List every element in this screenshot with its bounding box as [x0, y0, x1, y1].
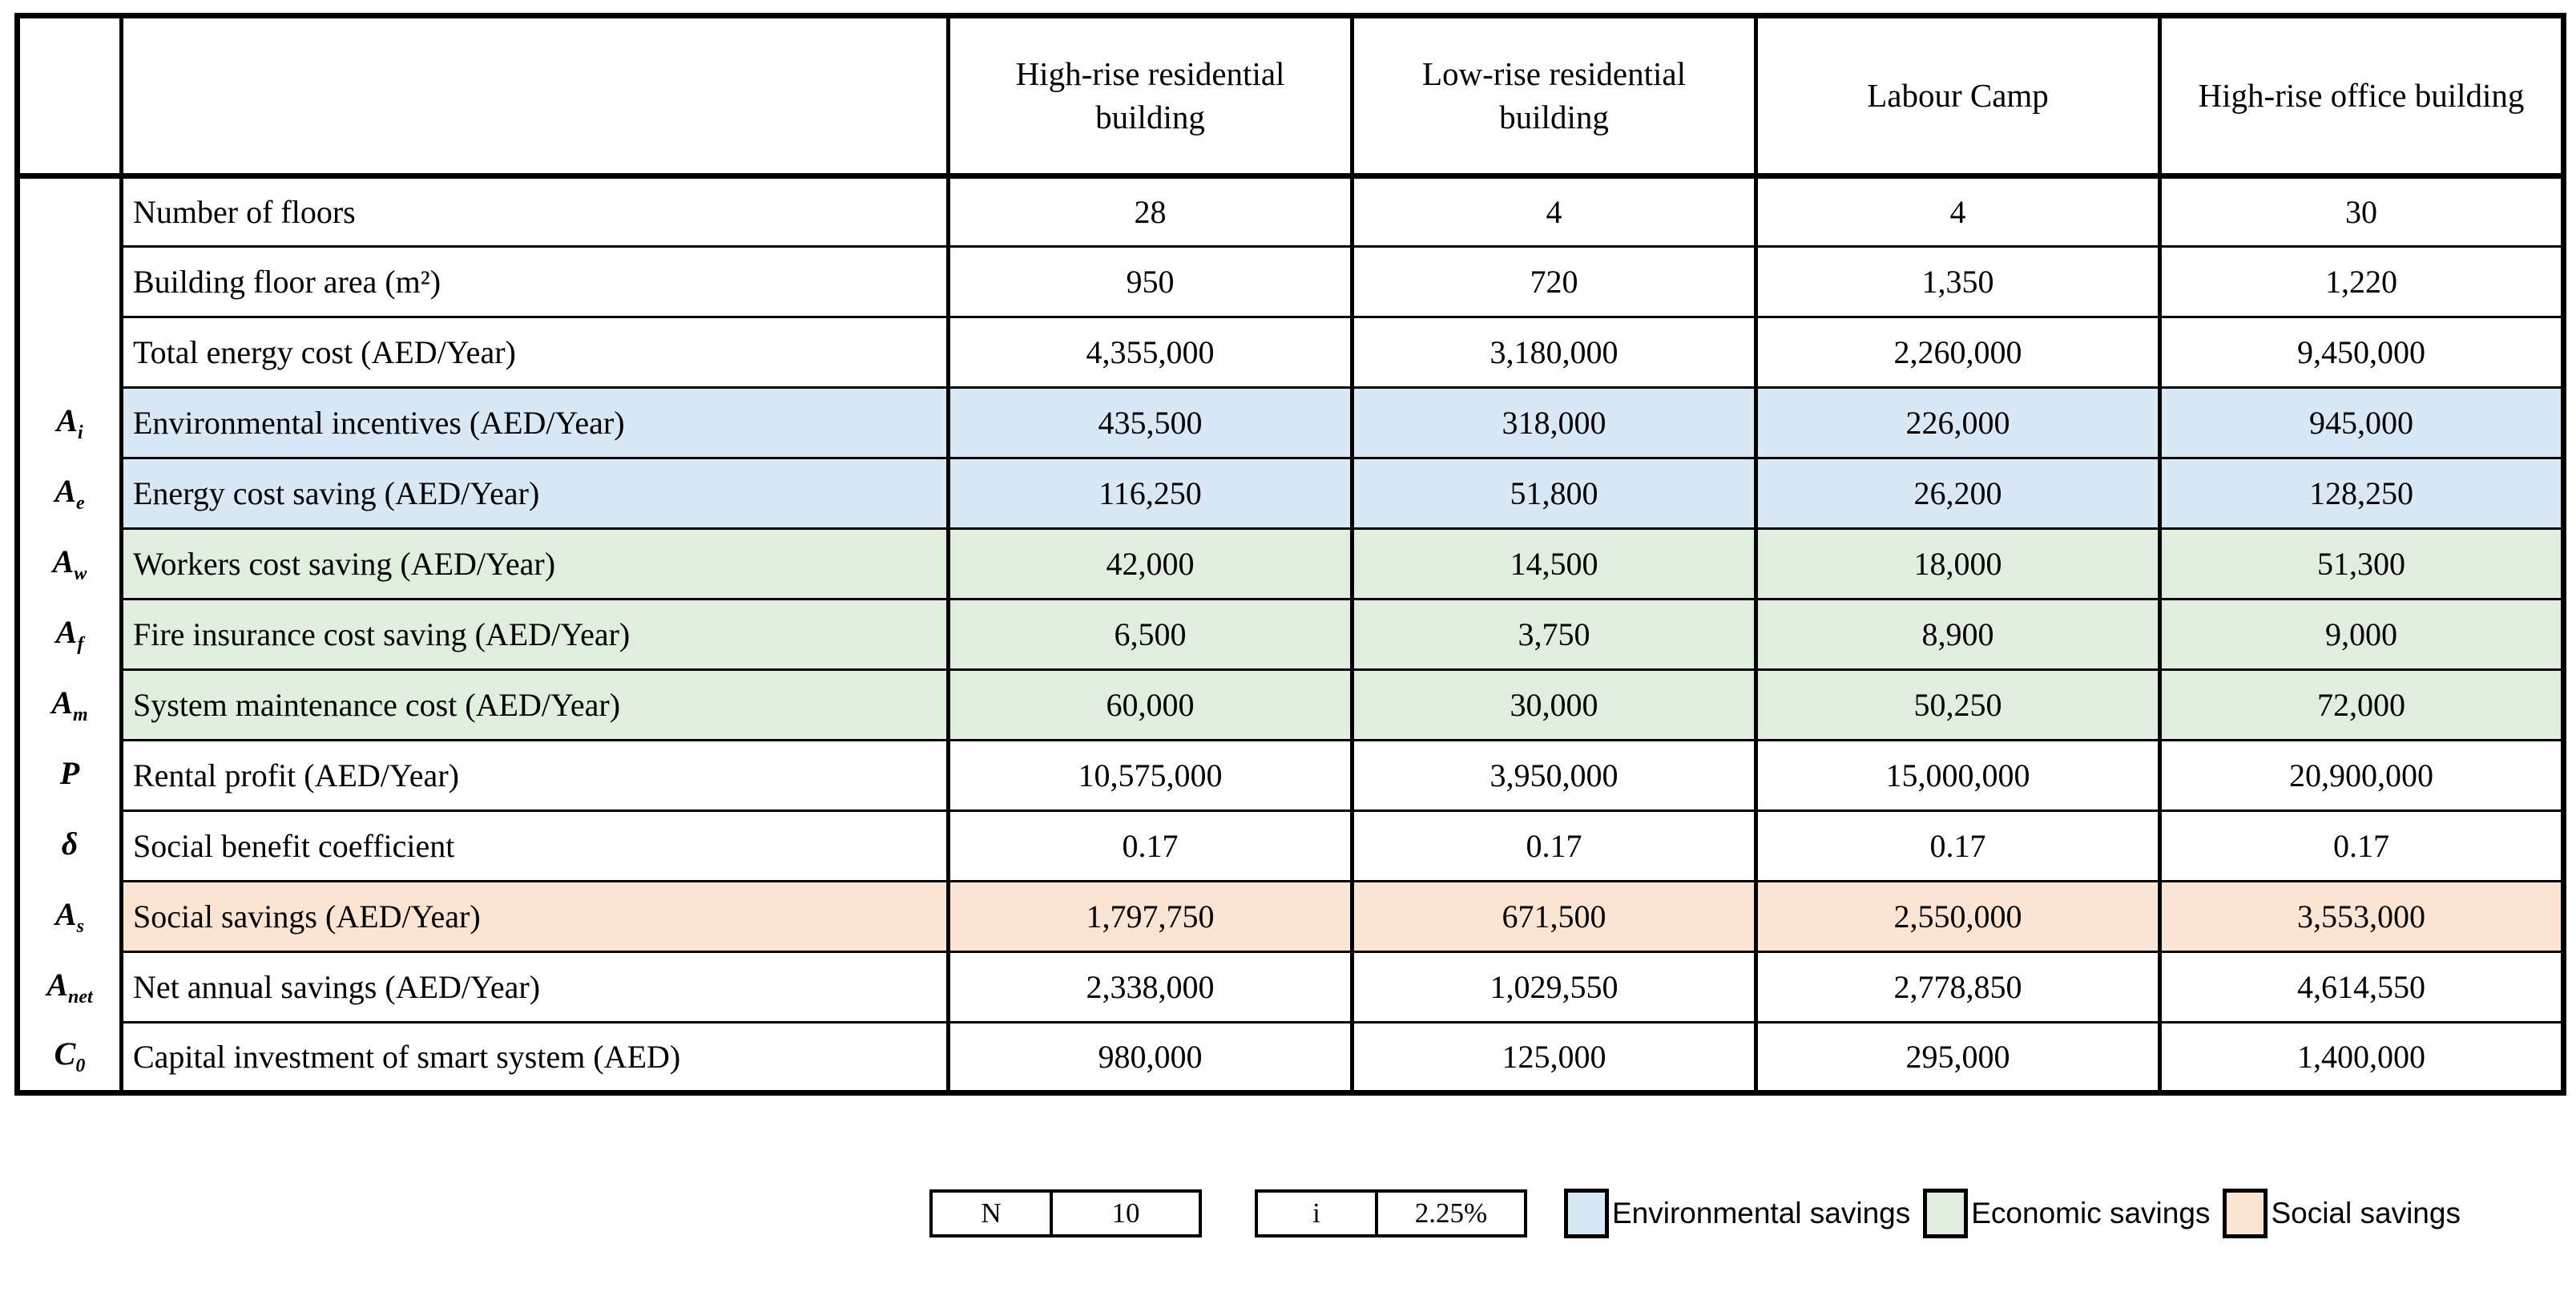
cell-value: 0.17 — [1353, 811, 1756, 882]
row-label: Social savings (AED/Year) — [122, 882, 949, 952]
table-row — [18, 388, 2564, 458]
cell-value: 0.17 — [949, 811, 1353, 882]
table-row — [18, 458, 2564, 529]
cell-value: 9,450,000 — [2160, 317, 2564, 388]
cell-value: 128,250 — [2160, 458, 2564, 529]
cell-value: 435,500 — [949, 388, 1353, 458]
row-symbol: $A_s$ — [18, 882, 122, 952]
table-row — [18, 317, 2564, 388]
legend-item-social — [2223, 1189, 2461, 1238]
row-symbol: $A_i$ — [18, 388, 122, 458]
row-label: Workers cost saving (AED/Year) — [122, 529, 949, 600]
legend-label-economic: Economic savings — [1971, 1197, 2211, 1229]
row-symbol: P — [18, 741, 122, 811]
cell-value: 1,220 — [2160, 247, 2564, 317]
row-label: Fire insurance cost saving (AED/Year) — [122, 600, 949, 670]
param-box-i — [1255, 1189, 1527, 1237]
cell-value: 9,000 — [2160, 600, 2564, 670]
row-label: Environmental incentives (AED/Year) — [122, 388, 949, 458]
cell-value: 3,180,000 — [1353, 317, 1756, 388]
cell-value: 295,000 — [1756, 1023, 2160, 1093]
table-row — [18, 952, 2564, 1023]
header-row — [18, 16, 2564, 176]
row-label: Energy cost saving (AED/Year) — [122, 458, 949, 529]
building-data-table — [14, 13, 2566, 1096]
row-symbol: $C_0$ — [18, 1023, 122, 1093]
param-i-label: i — [1258, 1193, 1378, 1234]
cell-value: 8,900 — [1756, 600, 2160, 670]
cell-value: 2,260,000 — [1756, 317, 2160, 388]
cell-value: 1,350 — [1756, 247, 2160, 317]
row-symbol — [18, 176, 122, 247]
cell-value: 671,500 — [1353, 882, 1756, 952]
cell-value: 125,000 — [1353, 1023, 1756, 1093]
legend-swatch-social — [2223, 1189, 2268, 1238]
cell-value: 51,300 — [2160, 529, 2564, 600]
cell-value: 1,797,750 — [949, 882, 1353, 952]
cell-value: 1,400,000 — [2160, 1023, 2564, 1093]
table-row — [18, 1023, 2564, 1093]
cell-value: 6,500 — [949, 600, 1353, 670]
cell-value: 116,250 — [949, 458, 1353, 529]
cell-value: 950 — [949, 247, 1353, 317]
row-symbol: $A_{net}$ — [18, 952, 122, 1023]
cell-value: 4,355,000 — [949, 317, 1353, 388]
corner-cell-label — [122, 16, 949, 176]
legend-label-social: Social savings — [2271, 1197, 2461, 1229]
cell-value: 945,000 — [2160, 388, 2564, 458]
table-row — [18, 741, 2564, 811]
cell-value: 2,778,850 — [1756, 952, 2160, 1023]
cell-value: 30,000 — [1353, 670, 1756, 741]
cell-value: 720 — [1353, 247, 1756, 317]
table-row — [18, 670, 2564, 741]
legend-item-economic — [1923, 1189, 2210, 1238]
table-row — [18, 811, 2564, 882]
table-row — [18, 247, 2564, 317]
cell-value: 14,500 — [1353, 529, 1756, 600]
cell-value: 3,750 — [1353, 600, 1756, 670]
column-header: High-rise residential building — [949, 16, 1353, 176]
cell-value: 3,553,000 — [2160, 882, 2564, 952]
cell-value: 0.17 — [1756, 811, 2160, 882]
cell-value: 15,000,000 — [1756, 741, 2160, 811]
row-symbol — [18, 247, 122, 317]
cell-value: 980,000 — [949, 1023, 1353, 1093]
corner-cell-symbol — [18, 16, 122, 176]
cell-value: 0.17 — [2160, 811, 2564, 882]
legend-swatch-environmental — [1564, 1189, 1609, 1238]
cell-value: 26,200 — [1756, 458, 2160, 529]
cell-value: 20,900,000 — [2160, 741, 2564, 811]
row-label: Building floor area (m²) — [122, 247, 949, 317]
row-label: Number of floors — [122, 176, 949, 247]
cell-value: 318,000 — [1353, 388, 1756, 458]
cell-value: 60,000 — [949, 670, 1353, 741]
cell-value: 4,614,550 — [2160, 952, 2564, 1023]
row-label: Total energy cost (AED/Year) — [122, 317, 949, 388]
param-N-label: N — [933, 1193, 1053, 1234]
cell-value: 18,000 — [1756, 529, 2160, 600]
param-N-value: 10 — [1111, 1197, 1140, 1229]
row-symbol: $A_e$ — [18, 458, 122, 529]
row-symbol — [18, 317, 122, 388]
cell-value: 50,250 — [1756, 670, 2160, 741]
legend-item-environmental — [1564, 1189, 1910, 1238]
cell-value: 10,575,000 — [949, 741, 1353, 811]
legend-swatch-economic — [1923, 1189, 1968, 1238]
column-header: High-rise office building — [2160, 16, 2564, 176]
cell-value: 2,550,000 — [1756, 882, 2160, 952]
row-label: Capital investment of smart system (AED) — [122, 1023, 949, 1093]
cell-value: 28 — [949, 176, 1353, 247]
param-i-value: 2.25% — [1414, 1197, 1488, 1229]
row-label: System maintenance cost (AED/Year) — [122, 670, 949, 741]
cell-value: 30 — [2160, 176, 2564, 247]
row-symbol: $A_f$ — [18, 600, 122, 670]
column-header: Labour Camp — [1756, 16, 2160, 176]
cell-value: 51,800 — [1353, 458, 1756, 529]
cell-value: 1,029,550 — [1353, 952, 1756, 1023]
footer-bar — [929, 1189, 2473, 1238]
row-symbol: $A_w$ — [18, 529, 122, 600]
cell-value: 226,000 — [1756, 388, 2160, 458]
table-row — [18, 600, 2564, 670]
table-row — [18, 176, 2564, 247]
cell-value: 72,000 — [2160, 670, 2564, 741]
cell-value: 4 — [1353, 176, 1756, 247]
row-label: Rental profit (AED/Year) — [122, 741, 949, 811]
table-row — [18, 529, 2564, 600]
param-box-N — [929, 1189, 1202, 1237]
row-label: Social benefit coefficient — [122, 811, 949, 882]
row-symbol: δ — [18, 811, 122, 882]
legend-label-environmental: Environmental savings — [1612, 1197, 1911, 1229]
cell-value: 3,950,000 — [1353, 741, 1756, 811]
table-row — [18, 882, 2564, 952]
row-label: Net annual savings (AED/Year) — [122, 952, 949, 1023]
cell-value: 2,338,000 — [949, 952, 1353, 1023]
cell-value: 42,000 — [949, 529, 1353, 600]
cell-value: 4 — [1756, 176, 2160, 247]
column-header: Low-rise residential building — [1353, 16, 1756, 176]
row-symbol: $A_m$ — [18, 670, 122, 741]
